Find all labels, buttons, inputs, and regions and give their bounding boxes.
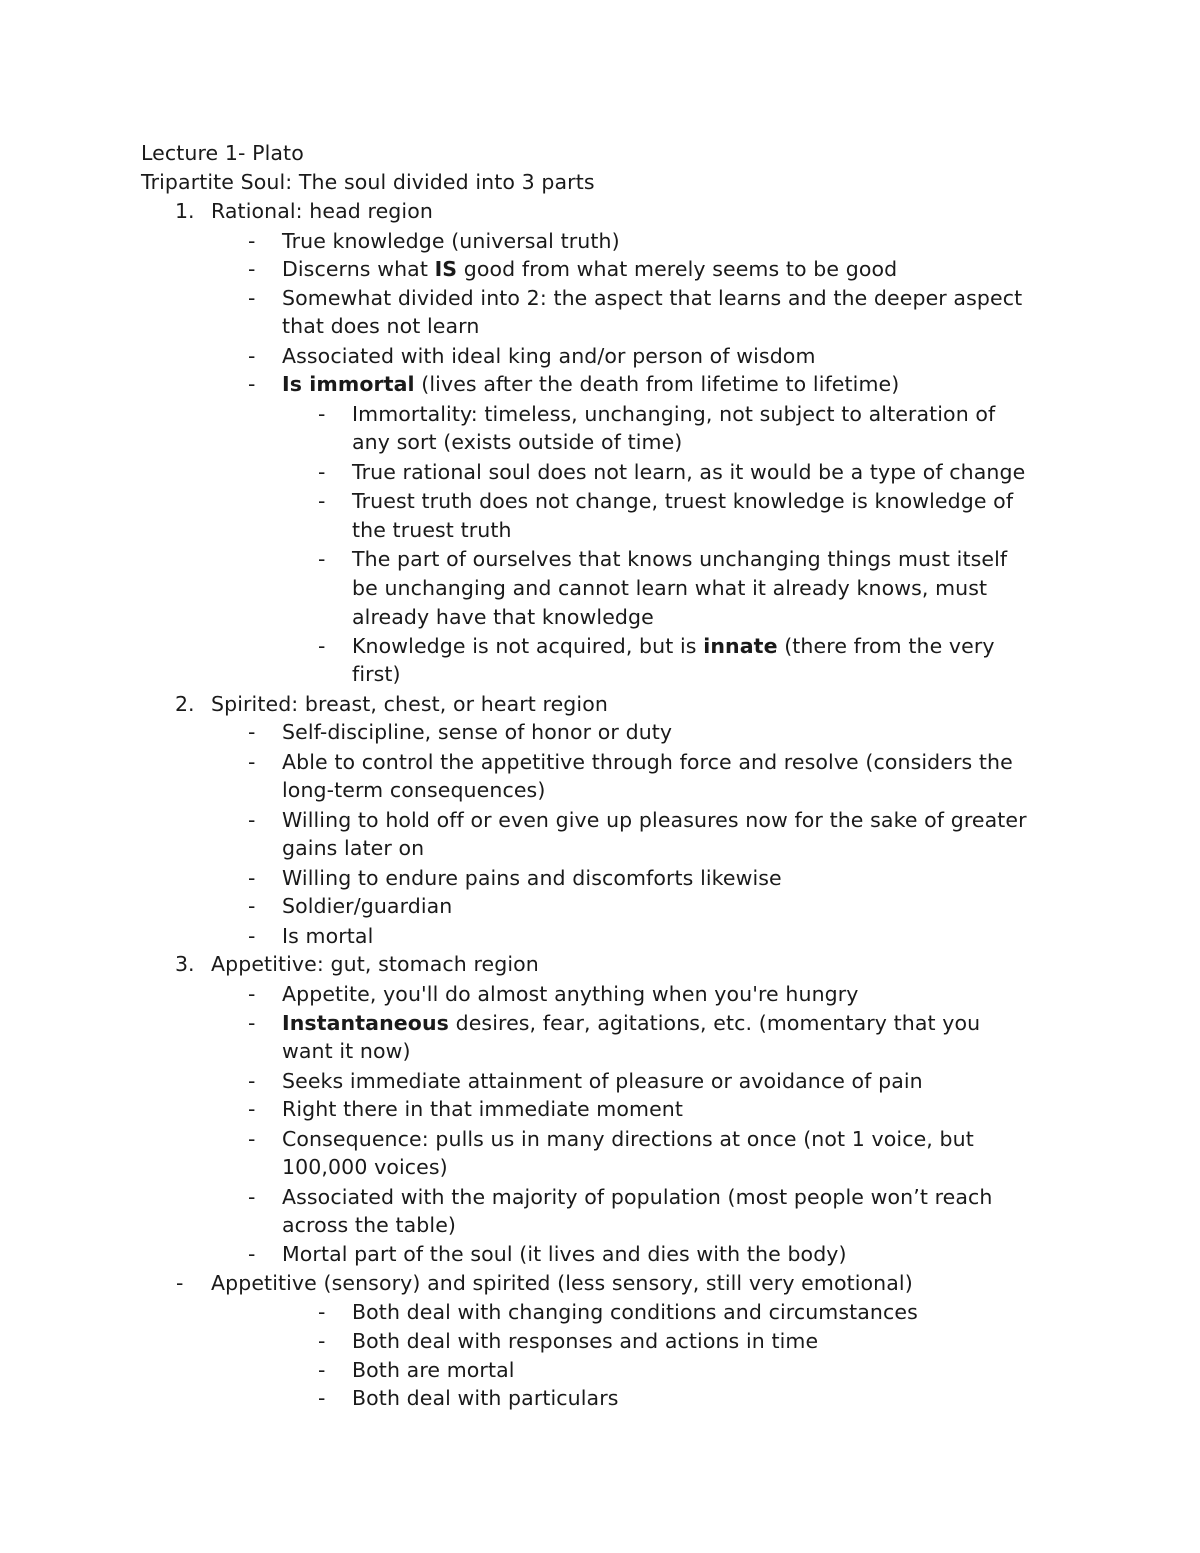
list-item — [282, 1009, 980, 1038]
bullet-marker: - — [318, 1329, 326, 1353]
list-item: Able to control the appetitive through force and resolve (considers the — [282, 750, 1013, 774]
section-heading-rational: Rational: head region — [211, 199, 433, 223]
sub-list-item: Immortality: timeless, unchanging, not subject to alteration of — [352, 402, 996, 426]
sub-list-item-continuation: any sort (exists outside of time) — [352, 430, 683, 454]
bullet-marker: - — [248, 982, 256, 1006]
sub-list-item: True rational soul does not learn, as it would be a type of change — [352, 460, 1026, 484]
bullet-marker: - — [248, 894, 256, 918]
list-item-continuation: across the table) — [282, 1213, 457, 1237]
bullet-marker: - — [318, 1300, 326, 1324]
list-item-continuation: 100,000 voices) — [282, 1155, 448, 1179]
list-item: Associated with the majority of population (most people won’t reach — [282, 1185, 993, 1209]
lecture-title: Lecture 1- Plato — [141, 141, 304, 165]
bullet-marker: - — [248, 1097, 256, 1121]
bullet-marker: - — [248, 1185, 256, 1209]
bullet-marker: - — [248, 257, 256, 281]
sub-list-item: Truest truth does not change, truest knowledge is knowledge of — [352, 489, 1014, 513]
sub-list-item-continuation: the truest truth — [352, 518, 512, 542]
section-heading-appetitive: Appetitive: gut, stomach region — [211, 952, 539, 976]
bullet-marker: - — [318, 460, 326, 484]
list-item: Soldier/guardian — [282, 894, 453, 918]
bullet-marker: - — [318, 402, 326, 426]
list-item: Associated with ideal king and/or person of wisdom — [282, 344, 816, 368]
bullet-marker: - — [318, 547, 326, 571]
comparison-item: Appetitive (sensory) and spirited (less sensory, still very emotional) — [211, 1271, 913, 1295]
sub-list-item-continuation: first) — [352, 662, 401, 686]
sub-list-item: The part of ourselves that knows unchanging things must itself — [352, 547, 1008, 571]
bullet-marker: - — [248, 924, 256, 948]
item-text: Knowledge is not acquired, but is — [352, 634, 704, 658]
bullet-marker: - — [248, 344, 256, 368]
list-item: Consequence: pulls us in many directions at once (not 1 voice, but — [282, 1127, 974, 1151]
list-item: Self-discipline, sense of honor or duty — [282, 720, 673, 744]
list-item: Right there in that immediate moment — [282, 1097, 684, 1121]
sub-list-item-continuation: be unchanging and cannot learn what it already knows, must — [352, 576, 988, 600]
bullet-marker: - — [248, 866, 256, 890]
list-item: Willing to hold off or even give up pleasures now for the sake of greater — [282, 808, 1027, 832]
bullet-marker: - — [248, 1127, 256, 1151]
sub-list-item — [352, 632, 995, 661]
bullet-marker: - — [248, 1242, 256, 1266]
bullet-marker: - — [248, 1011, 256, 1035]
section-number: 2. — [175, 692, 195, 716]
list-item-continuation: gains later on — [282, 836, 425, 860]
item-text: good from what merely seems to be good — [457, 257, 898, 281]
list-item-continuation: long-term consequences) — [282, 778, 546, 802]
bold-emphasis: Instantaneous — [282, 1011, 449, 1035]
sub-list-item-continuation: already have that knowledge — [352, 605, 654, 629]
list-item: Seeks immediate attainment of pleasure or avoidance of pain — [282, 1069, 923, 1093]
list-item: True knowledge (universal truth) — [282, 229, 620, 253]
section-number: 1. — [175, 199, 195, 223]
bullet-marker: - — [248, 286, 256, 310]
list-item-continuation: that does not learn — [282, 314, 480, 338]
list-item: Mortal part of the soul (it lives and dies with the body) — [282, 1242, 847, 1266]
bold-emphasis: IS — [434, 257, 458, 281]
bullet-marker: - — [318, 1386, 326, 1410]
item-text: (lives after the death from lifetime to lifetime) — [414, 372, 900, 396]
list-item: Somewhat divided into 2: the aspect that learns and the deeper aspect — [282, 286, 1023, 310]
item-text: Discerns what — [282, 257, 435, 281]
item-text: desires, fear, agitations, etc. (momentary that you — [448, 1011, 981, 1035]
list-item: Is mortal — [282, 924, 374, 948]
bullet-marker: - — [318, 1358, 326, 1382]
list-item: Willing to endure pains and discomforts likewise — [282, 866, 782, 890]
sub-list-item: Both deal with changing conditions and circumstances — [352, 1300, 918, 1324]
bullet-marker: - — [248, 808, 256, 832]
list-item — [282, 255, 897, 284]
bullet-marker: - — [248, 229, 256, 253]
bullet-marker: - — [248, 750, 256, 774]
item-text: (there from the very — [777, 634, 995, 658]
bold-emphasis: Is immortal — [282, 372, 415, 396]
bold-emphasis: innate — [703, 634, 778, 658]
sub-list-item: Both deal with responses and actions in time — [352, 1329, 819, 1353]
lecture-subtitle: Tripartite Soul: The soul divided into 3 parts — [141, 170, 595, 194]
section-heading-spirited: Spirited: breast, chest, or heart region — [211, 692, 608, 716]
sub-list-item: Both are mortal — [352, 1358, 515, 1382]
bullet-marker: - — [248, 720, 256, 744]
list-item: Appetite, you'll do almost anything when you're hungry — [282, 982, 859, 1006]
bullet-marker: - — [318, 634, 326, 658]
bullet-marker: - — [248, 372, 256, 396]
bullet-marker: - — [248, 1069, 256, 1093]
bullet-marker: - — [176, 1271, 184, 1295]
bullet-marker: - — [318, 489, 326, 513]
list-item — [282, 370, 899, 399]
list-item-continuation: want it now) — [282, 1039, 411, 1063]
sub-list-item: Both deal with particulars — [352, 1386, 619, 1410]
section-number: 3. — [175, 952, 195, 976]
